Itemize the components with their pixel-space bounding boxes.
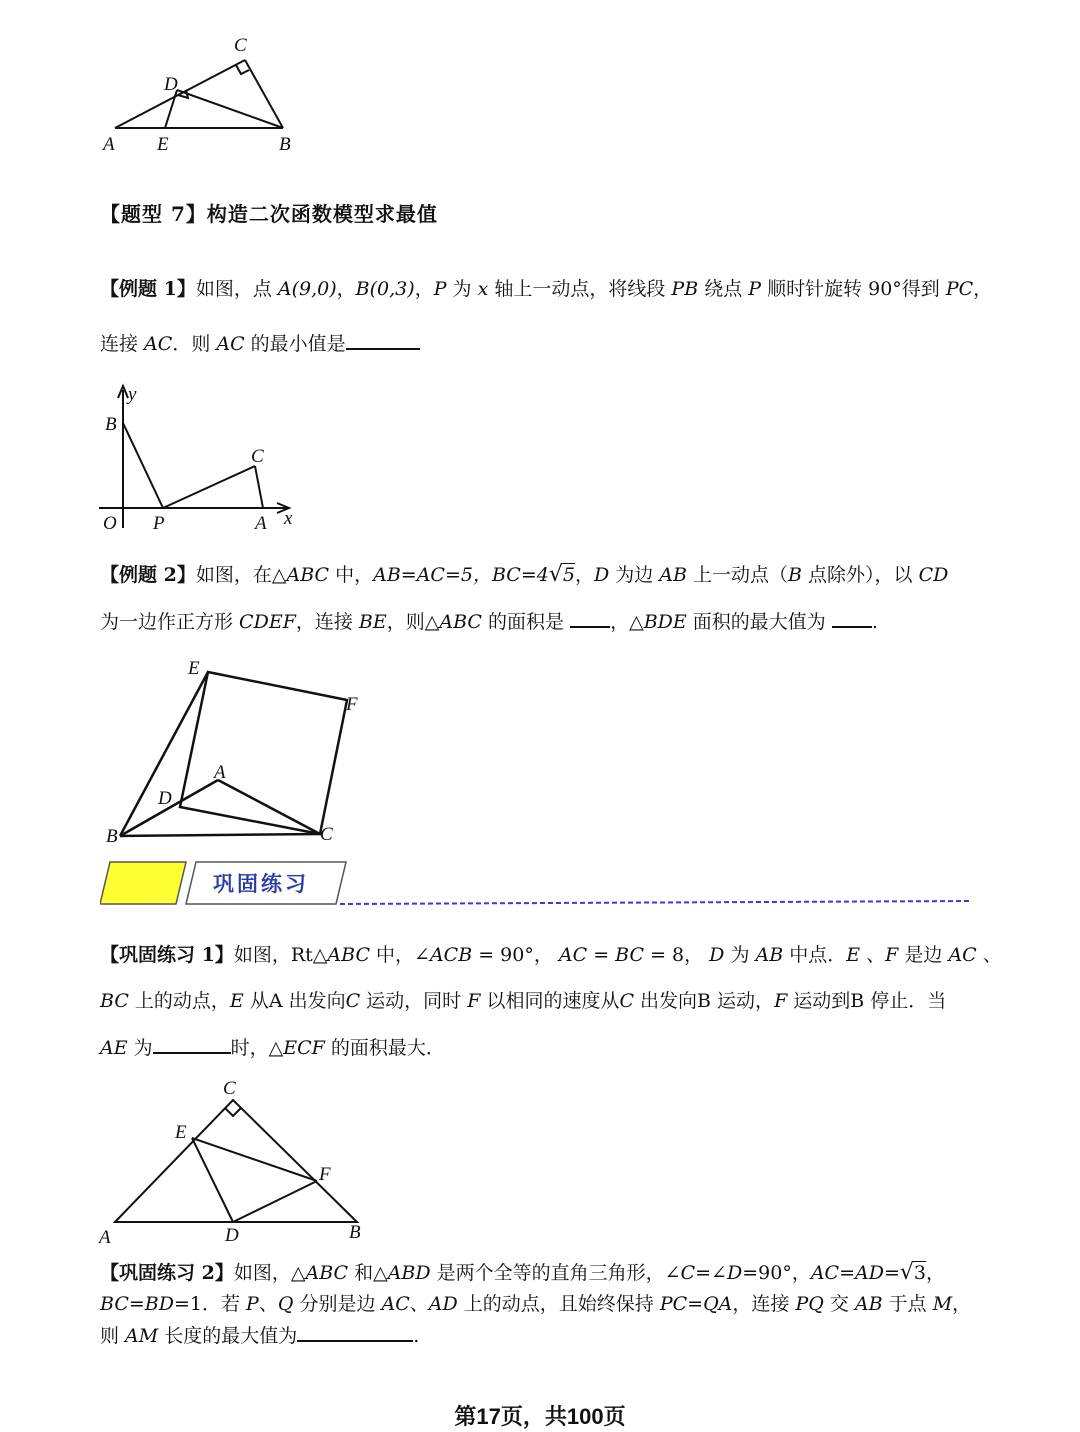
label-e: E <box>188 658 200 679</box>
line-ca <box>255 466 263 508</box>
label-a: A <box>255 513 267 534</box>
line-pc <box>163 466 255 508</box>
label-d: D <box>164 74 178 95</box>
label-o: O <box>103 513 117 534</box>
example2-tag: 【例题 2】 <box>100 564 196 586</box>
label-b: B <box>279 134 291 155</box>
label-b: B <box>106 826 118 847</box>
label-c: C <box>251 446 264 467</box>
label-e: E <box>157 134 169 155</box>
example1-tag: 【例题 1】 <box>100 278 196 300</box>
page-number: 第17页，共100页 <box>454 1404 626 1429</box>
practice1-tag: 【巩固练习 1】 <box>100 944 234 966</box>
label-c: C <box>320 824 333 845</box>
practice1-line3: AE 为 时，△ECF 的面积最大． <box>100 1034 445 1061</box>
example2-line1: 【例题 2】如图，在△ABC 中，AB=AC=5，BC=4√5，D 为边 AB 上一动点（B 点除外），以 CD <box>100 562 949 587</box>
practice1-line1: 【巩固练习 1】如图，Rt△ABC 中，∠ACB = 90°， AC = BC = 8， D 为 AB 中点．E 、F 是边 AC 、 <box>100 944 1002 966</box>
practice1-line2: BC 上的动点，E 从A 出发向C 运动，同时 F 以相同的速度从C 出发向B 运动，F 运动到B 停止．当 <box>100 990 947 1012</box>
label-b: B <box>105 414 117 435</box>
line-ac <box>115 60 245 128</box>
figure-square-cdef <box>100 652 370 852</box>
label-y: y <box>128 384 137 405</box>
label-c: C <box>234 35 247 56</box>
label-d: D <box>225 1225 239 1246</box>
banner-yellow-block <box>100 862 186 904</box>
right-angle-mark-c <box>236 65 249 74</box>
label-x: x <box>284 508 293 529</box>
label-a: A <box>214 762 226 783</box>
sqrt-sign: √ <box>548 562 563 587</box>
line-ed <box>165 90 177 128</box>
label-c: C <box>223 1078 236 1099</box>
line-cb <box>245 60 283 128</box>
line-bc <box>120 834 320 836</box>
banner-dashed-line <box>340 901 972 904</box>
label-f: F <box>319 1164 331 1185</box>
label-f: F <box>346 694 358 715</box>
figure-triangle-abcde <box>95 30 325 160</box>
answer-blank-area <box>570 608 610 628</box>
answer-blank-max <box>832 608 872 628</box>
label-a: A <box>99 1227 111 1248</box>
answer-blank-ae <box>153 1034 231 1054</box>
practice2-line2: BC=BD=1．若 P、Q 分别是边 AC、AD 上的动点，且始终保持 PC=QA，连接 PQ 交 AB 于点 M， <box>100 1293 972 1315</box>
line-db <box>177 90 283 128</box>
sqrt-sign: √ <box>899 1260 914 1285</box>
example1-line1: 【例题 1】如图，点 A(9,0)，B(0,3)，P 为 x 轴上一动点，将线段 PB 绕点 P 顺时针旋转 90°得到 PC， <box>100 278 993 300</box>
right-angle-mark-c <box>225 1108 241 1116</box>
figure-right-triangle <box>95 1070 385 1250</box>
practice2-tag: 【巩固练习 2】 <box>100 1262 234 1284</box>
answer-blank-am <box>297 1322 413 1342</box>
section-heading: 【题型 7】构造二次函数模型求最值 <box>100 202 438 226</box>
label-a: A <box>103 134 115 155</box>
example1-line2: 连接 AC．则 AC 的最小值是 <box>100 330 420 357</box>
label-d: D <box>158 788 172 809</box>
practice2-line3: 则 AM 长度的最大值为 . <box>100 1322 419 1349</box>
practice2-line1: 【巩固练习 2】如图，△ABC 和△ABD 是两个全等的直角三角形，∠C=∠D=90°，AC=AD=√3， <box>100 1260 946 1285</box>
line-bp <box>123 423 163 508</box>
example2-line2: 为一边作正方形 CDEF，连接 BE，则△ABC 的面积是 ，△BDE 面积的最大值为 . <box>100 608 878 635</box>
label-b: B <box>349 1222 361 1243</box>
label-p: P <box>153 513 165 534</box>
line-ac <box>218 780 320 834</box>
banner-title: 巩固练习 <box>213 872 309 896</box>
figure-coordinate <box>95 378 315 538</box>
label-e: E <box>175 1122 187 1143</box>
square-cdef <box>180 672 347 834</box>
triangle-abc <box>115 1100 357 1222</box>
line-df <box>233 1181 317 1222</box>
answer-blank <box>346 330 420 350</box>
